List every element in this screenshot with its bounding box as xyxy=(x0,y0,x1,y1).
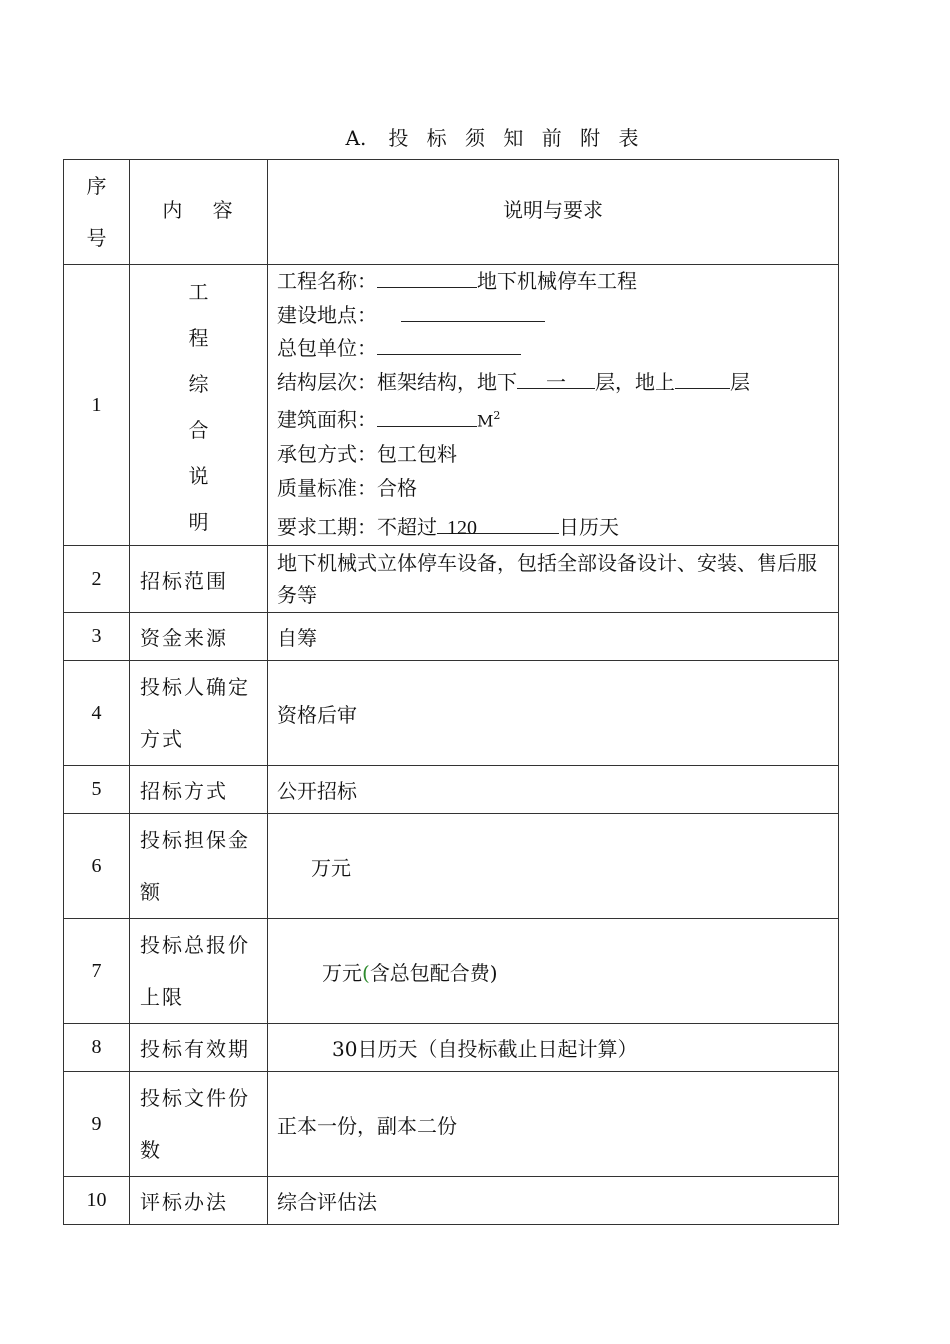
overview-name xyxy=(130,265,268,546)
row-requirement: 资格后审 xyxy=(268,661,839,766)
row-requirement: 自筹 xyxy=(268,613,839,661)
row-requirement: 30日历天（自投标截止日起计算） xyxy=(268,1024,839,1072)
req-main: 万元 xyxy=(322,960,362,985)
area-unit: M xyxy=(477,411,494,431)
row-number: 8 xyxy=(64,1024,130,1072)
row-name xyxy=(130,814,268,919)
name-char: 合 xyxy=(188,418,209,442)
name-char: 工 xyxy=(188,280,209,304)
contractor-blank xyxy=(377,332,521,355)
overview-details xyxy=(268,265,839,546)
period-line xyxy=(277,511,838,545)
location-blank xyxy=(401,299,545,322)
row-name-line: 投标文件份 xyxy=(140,1086,250,1110)
header-seq-char: 号 xyxy=(86,226,107,250)
name-char: 明 xyxy=(188,510,209,534)
name-char: 说 xyxy=(188,464,209,488)
row-number: 5 xyxy=(64,766,130,814)
row-name xyxy=(130,1072,268,1177)
table-row xyxy=(64,1072,839,1177)
row-name-line: 方式 xyxy=(140,727,184,751)
row-number: 9 xyxy=(64,1072,130,1177)
table-row xyxy=(64,613,839,661)
tender-notice-table xyxy=(63,159,839,1225)
structure-mid: 层，地上 xyxy=(595,369,675,394)
header-seq xyxy=(64,160,130,265)
structure-above-blank xyxy=(675,366,730,389)
row-number: 1 xyxy=(64,265,130,546)
table-row xyxy=(64,1177,839,1225)
name-char: 综 xyxy=(188,372,209,396)
header-content: 内 容 xyxy=(130,160,268,265)
project-name-value: 地下机械停车工程 xyxy=(477,269,637,293)
row-name: 评标办法 xyxy=(130,1177,268,1225)
structure-label: 结构层次：框架结构，地下 xyxy=(277,369,517,394)
row-name: 投标有效期 xyxy=(130,1024,268,1072)
location-line xyxy=(277,299,838,333)
req-paren: ( xyxy=(362,960,370,985)
location-label: 建设地点： xyxy=(277,302,377,327)
row-requirement: 公开招标 xyxy=(268,766,839,814)
table-row xyxy=(64,661,839,766)
table-row xyxy=(64,766,839,814)
row-number: 7 xyxy=(64,919,130,1024)
row-number: 4 xyxy=(64,661,130,766)
header-requirements: 说明与要求 xyxy=(268,160,839,265)
period-unit: 日历天 xyxy=(559,515,619,540)
title-text: 投 标 须 知 前 附 表 xyxy=(388,126,645,150)
req-rest: 含总包配合费) xyxy=(369,960,498,985)
row-number: 10 xyxy=(64,1177,130,1225)
quality-line: 质量标准：合格 xyxy=(277,475,417,500)
row-number: 3 xyxy=(64,613,130,661)
table-row xyxy=(64,1024,839,1072)
area-label: 建筑面积： xyxy=(277,407,377,432)
structure-below-value: 一 xyxy=(517,366,595,389)
header-seq-char: 序 xyxy=(86,174,107,198)
table-row xyxy=(64,814,839,919)
contractor-label: 总包单位： xyxy=(277,336,377,360)
row-name-line: 投标担保金 xyxy=(140,828,250,852)
area-line xyxy=(277,399,838,438)
row-number: 2 xyxy=(64,546,130,613)
project-name-line xyxy=(277,265,838,299)
period-value: 120 xyxy=(437,512,559,534)
row-requirement xyxy=(268,919,839,1024)
row-name-line: 上限 xyxy=(140,985,184,1009)
row-requirement: 综合评估法 xyxy=(268,1177,839,1225)
row-name: 招标范围 xyxy=(130,546,268,613)
row-name xyxy=(130,919,268,1024)
area-blank xyxy=(377,404,477,427)
row-number: 6 xyxy=(64,814,130,919)
row-name-line: 额 xyxy=(140,880,162,904)
table-row xyxy=(64,546,839,613)
project-name-label: 工程名称： xyxy=(277,269,377,293)
table-row-overview xyxy=(64,265,839,546)
document-title xyxy=(0,122,950,151)
project-name-blank xyxy=(377,265,477,288)
row-requirement: 地下机械式立体停车设备，包括全部设备设计、安装、售后服务等 xyxy=(268,546,839,613)
row-name-line: 数 xyxy=(140,1138,162,1162)
row-requirement: 正本一份，副本二份 xyxy=(268,1072,839,1177)
contract-mode-line: 承包方式：包工包料 xyxy=(277,442,457,467)
row-name-line: 投标总报价 xyxy=(140,933,250,957)
table-row xyxy=(64,919,839,1024)
row-name xyxy=(130,661,268,766)
row-name-line: 投标人确定 xyxy=(140,675,250,699)
structure-end: 层 xyxy=(730,369,750,394)
row-requirement: 万元 xyxy=(268,814,839,919)
structure-line xyxy=(277,366,838,400)
row-name: 招标方式 xyxy=(130,766,268,814)
period-label: 要求工期：不超过 xyxy=(277,515,437,540)
table-header-row xyxy=(64,160,839,265)
area-sup: 2 xyxy=(493,409,501,422)
title-prefix: A. xyxy=(345,126,367,150)
contractor-line xyxy=(277,332,838,366)
row-name: 资金来源 xyxy=(130,613,268,661)
name-char: 程 xyxy=(188,326,209,350)
